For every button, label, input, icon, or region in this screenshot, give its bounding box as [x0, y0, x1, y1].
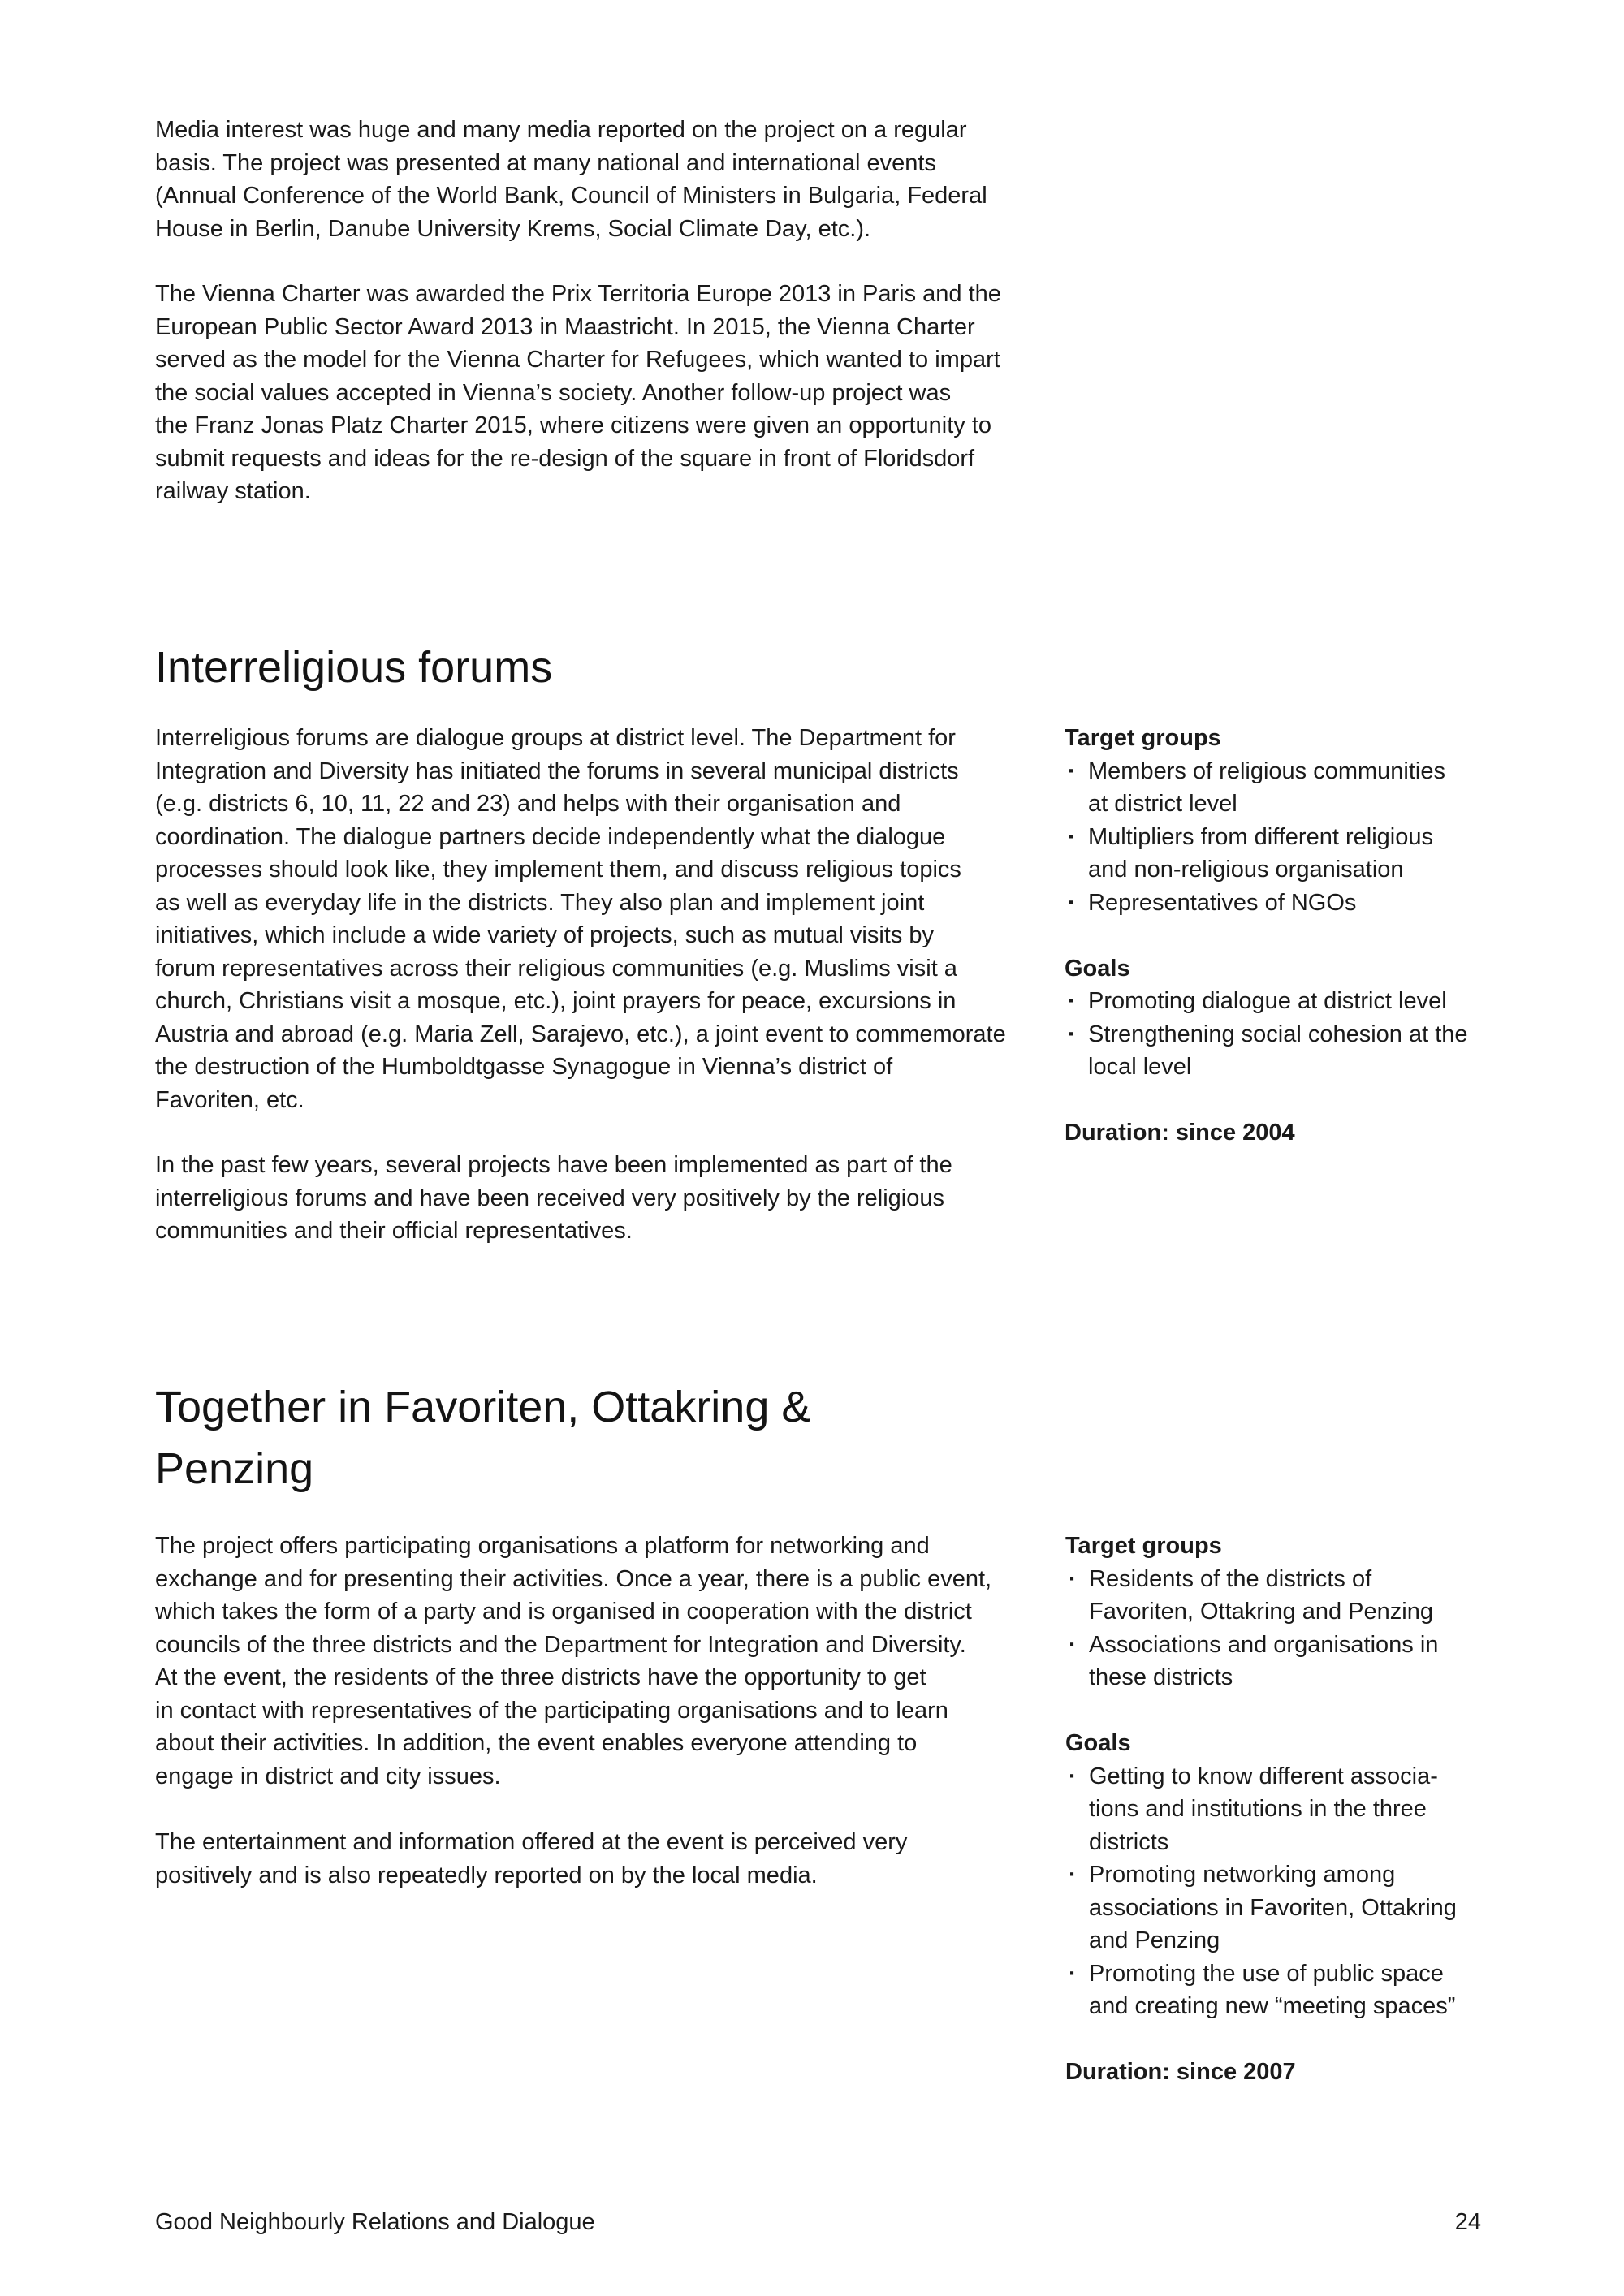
- goals-list: [1065, 1760, 1553, 2023]
- list-item: · Multipliers from different religious and non-religious organisation: [1065, 821, 1552, 887]
- list-item: · Residents of the districts of Favoriten, Ottakring and Penzing: [1065, 1563, 1553, 1629]
- section1-paragraph-2: In the past few years, several projects have been implemented as part of the interreligious forums and have been received very positively by the religious communities and their official representatives.: [155, 1152, 952, 1244]
- list-item: · Promoting networking among associations in Favoriten, Ottakring and Penzing: [1065, 1858, 1553, 1957]
- list-item: · Members of religious communities at district level: [1065, 755, 1552, 821]
- intro-paragraph-1: Media interest was huge and many media reported on the project on a regular basis. The project was presented at many national and international events (Annual Conference of the World Bank, Council of Ministers in Bulgaria, Federal House in Berlin, Danube University Krems, Social Climate Day, etc.).: [155, 117, 987, 242]
- list-item: · Associations and organisations in these districts: [1065, 1629, 1553, 1694]
- duration-label: Duration: since 2004: [1065, 1120, 1295, 1146]
- list-item: · Strengthening social cohesion at the local level: [1065, 1018, 1552, 1084]
- target-groups-list: [1065, 1563, 1553, 1694]
- list-item: · Promoting the use of public space and creating new “meeting spaces”: [1065, 1957, 1553, 2023]
- section1-paragraph-1: Interreligious forums are dialogue groups at district level. The Department for Integration and Diversity has initiated the forums in several municipal districts (e.g. districts 6, 10, 11, 22 and 23) and helps with their organisation and coordination. The dialogue partners decide independently what the dialogue processes should look like, they implement them, and discuss religious topics as well as everyday life in the districts. They also plan and implement joint initiatives, which include a wide variety of projects, such as mutual visits by forum representatives across their religious communities (e.g. Muslims visit a church, Christians visit a mosque, etc.), joint prayers for peace, excursions in Austria and abroad (e.g. Maria Zell, Sarajevo, etc.), a joint event to commemorate the destruction of the Humboldtgasse Synagogue in Vienna’s district of Favoriten, etc.: [155, 725, 1006, 1113]
- section-title-interreligious-forums: Interreligious forums: [155, 643, 553, 692]
- goals-list: [1065, 985, 1552, 1084]
- list-item: · Representatives of NGOs: [1065, 887, 1552, 920]
- goals-label: Goals: [1065, 955, 1130, 982]
- intro-paragraph-2: The Vienna Charter was awarded the Prix Territoria Europe 2013 in Paris and the European Public Sector Award 2013 in Maastricht. In 2015, the Vienna Charter served as the model for the Vienna Charter for Refugees, which wanted to impart the social values accepted in Vienna’s society. Another follow-up project was the Franz Jonas Platz Charter 2015, where citizens were given an opportunity to submit requests and ideas for the re-design of the square in front of Floridsdorf railway station.: [155, 281, 1001, 504]
- target-groups-label: Target groups: [1065, 725, 1221, 751]
- goals-label: Goals: [1065, 1730, 1131, 1756]
- section-title-together-in-favoriten: Together in Favoriten, Ottakring & Penzing: [155, 1383, 811, 1493]
- section2-paragraph-1: The project offers participating organisations a platform for networking and exchange and for presenting their activities. Once a year, there is a public event, which takes the form of a party and is organised in cooperation with the district councils of the three districts and the Department for Integration and Diversity. At the event, the residents of the three districts have the opportunity to get in contact with representatives of the participating organisations and to learn about their activities. In addition, the event enables everyone attending to engage in district and city issues.: [155, 1533, 992, 1789]
- section2-sidebar: [1065, 1530, 1553, 2089]
- duration-label: Duration: since 2007: [1065, 2059, 1296, 2085]
- list-item: · Promoting dialogue at district level: [1065, 985, 1552, 1018]
- list-item: · Getting to know different associa- tions and institutions in the three districts: [1065, 1760, 1553, 1859]
- section1-sidebar: [1065, 722, 1552, 1150]
- page-number: 24: [1454, 2209, 1481, 2235]
- target-groups-label: Target groups: [1065, 1533, 1222, 1559]
- section2-paragraph-2: The entertainment and information offered at the event is perceived very positively and is also repeatedly reported on by the local media.: [155, 1829, 908, 1888]
- footer-title: Good Neighbourly Relations and Dialogue: [155, 2209, 595, 2235]
- target-groups-list: [1065, 755, 1552, 920]
